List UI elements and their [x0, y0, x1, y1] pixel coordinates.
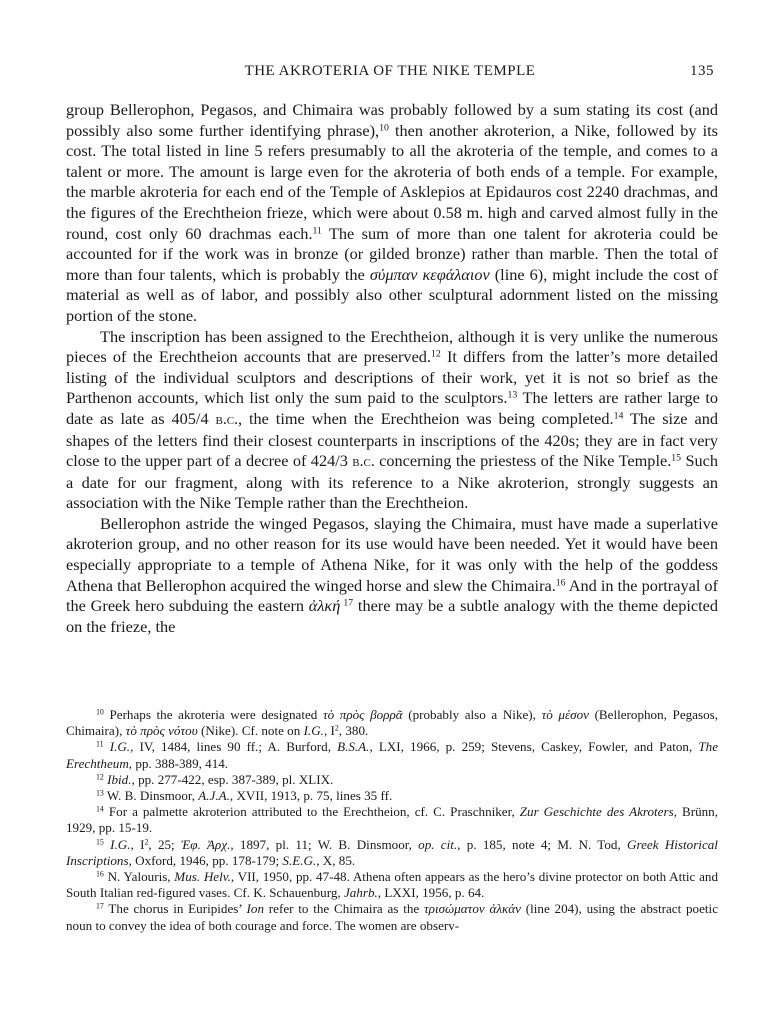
text-run: (line 6), might include the cost of material as well as of labor, and possibly also other sculptural adornment listed on the missing portion of the stone.: [66, 264, 718, 325]
italic-text: S.E.G.: [282, 852, 317, 868]
text-run: , pp. 277-422, esp. 387-389, pl. XLIX.: [131, 771, 334, 787]
italic-text: I.G.: [303, 723, 324, 739]
footnote-ref: 15: [96, 837, 104, 847]
text-run: The inscription has been assigned to the Erechtheion, although it is very unlike the numerous pieces of the Erechtheion accounts that are preserved.: [66, 326, 718, 367]
text-run: The sum of more than one talent for akroteria could be accounted for if the work was in bronze (or gilded bronze) rather than marble. Then the total of more than four talents, which is probably the: [66, 223, 718, 284]
text-run: (Bellerophon, Pegasos, Chimaira),: [66, 707, 718, 739]
italic-text: τὸ πρὸς βορρᾶ: [322, 707, 403, 722]
text-run: , 25;: [148, 836, 181, 852]
footnote-ref: 11: [96, 740, 104, 750]
footnotes: [66, 707, 718, 934]
text-run: , pp. 388-389, 414.: [128, 755, 229, 771]
page-number: 135: [690, 63, 714, 79]
footnote-14: [66, 804, 718, 836]
footnote-ref: 10: [96, 707, 104, 717]
text-run: , 1897, pl. 11; W. B. Dinsmoor,: [230, 836, 419, 852]
footnote-ref: 12: [96, 772, 104, 782]
text-run: (line 204), using the abstract poetic noun to convey the idea of both courage and force. The women are observ-: [66, 901, 719, 933]
footnote-13: [66, 788, 718, 804]
text-run: Such a date for our fragment, along with its reference to a Nike akroterion, strongly suggests an association with the Nike Temple rather than the Erechtheion.: [66, 451, 719, 513]
text-run: The letters are rather large to date as late as 405/4: [66, 388, 719, 428]
text-run: , LXXI, 1956, p. 64.: [377, 885, 485, 901]
text-run: , the time when the Erechtheion was being completed.: [237, 408, 614, 428]
footnote-10: [66, 707, 718, 739]
footnote-15: [66, 837, 718, 869]
text-run: Perhaps the akroteria were designated: [103, 707, 323, 722]
footnote-17: [66, 901, 718, 933]
footnote-ref: 14: [96, 804, 104, 814]
paragraph: [66, 100, 718, 327]
text-run: refer to the Chimaira as the: [264, 901, 424, 917]
footnote-ref: 13: [96, 788, 104, 798]
paragraph: [66, 327, 718, 514]
footnote-ref: 2: [144, 837, 149, 847]
italic-text: op. cit.: [418, 836, 458, 852]
italic-text: ἀλκή: [308, 596, 341, 616]
text-run: It differs from the latter’s more detailed listing of the individual sculptors and descriptions of their work, yet it is not so brief as the Parthenon accounts, which list only the sum paid to the sculptors.: [66, 347, 718, 408]
text-run: The size and shapes of the letters find their closest counterparts in inscriptions of the 420s; they are in fact very close to the upper part of a decree of 424/3: [66, 408, 718, 471]
footnote-ref: 14: [613, 410, 624, 422]
italic-text: τὸ μέσον: [541, 707, 589, 722]
running-header: [66, 63, 714, 87]
text-run: W. B. Dinsmoor,: [103, 788, 199, 804]
text-run: For a palmette akroterion attributed to the Erechtheion, cf. C. Praschniker,: [103, 804, 520, 820]
text-run: , LXI, 1966, p. 259; Stevens, Caskey, Fowler, and Paton,: [369, 739, 699, 755]
footnote-ref: 16: [555, 577, 566, 589]
text-run: , VII, 1950, pp. 47-48. Athena often appears as the hero’s divine protector on both Attic and South Italian red-figured vases. Cf. K. Schauenburg,: [66, 869, 718, 901]
text-run: , I: [130, 836, 145, 852]
text-run: (Nike). Cf. note on: [197, 723, 304, 739]
text-run: concerning the priestess of the Nike Temple.: [374, 451, 672, 471]
text-run: , Brünn, 1929, pp. 15-19.: [66, 804, 718, 836]
italic-text: Ion: [246, 901, 265, 917]
italic-text: Mus. Helv.: [174, 869, 231, 885]
text-run: Bellerophon astride the winged Pegasos, slaying the Chimaira, must have made a superlative akroterion group, and no other reason for its use would have been needed. Yet it would have been especially appropriate to a temple of Athena Nike, for it was only with the help of the goddess Athena that Bellerophon acquired the winged horse and slew the Chimaira.: [66, 513, 718, 595]
footnote-ref: 10: [379, 122, 389, 134]
italic-text: τρισώματον ἀλκάν: [423, 901, 521, 917]
text-run: , IV, 1484, lines 90 ff.; A. Burford,: [130, 739, 338, 755]
italic-text: I.G.: [109, 739, 131, 755]
italic-text: B.S.A.: [337, 739, 370, 755]
footnote-ref: 16: [96, 869, 104, 879]
italic-text: A.J.A.: [198, 788, 230, 804]
footnote-11: [66, 739, 718, 771]
text-run: group Bellerophon, Pegasos, and Chimaira was probably followed by a sum stating its cost (and possibly also some further identifying phrase),: [66, 100, 718, 140]
italic-text: Ibid.: [107, 771, 132, 787]
footnote-16: [66, 869, 718, 901]
footnote-ref: 17: [340, 597, 354, 609]
italic-text: τὸ πρὸς νότου: [125, 723, 198, 739]
italic-text: The Erechtheum: [66, 739, 719, 771]
footnote-ref: 17: [96, 902, 104, 912]
text-run: And in the portrayal of the Greek hero subduing the eastern: [66, 575, 718, 616]
text-run: The chorus in Euripides’: [103, 901, 247, 917]
paragraph: [66, 514, 718, 638]
italic-text: Ἐφ. Ἀρχ.: [180, 836, 231, 852]
small-caps-text: b.c.: [215, 410, 238, 428]
footnote-ref: 2: [334, 723, 339, 733]
text-run: N. Yalouris,: [103, 869, 175, 885]
footnote-ref: 15: [671, 452, 682, 464]
main-text: [66, 100, 718, 637]
footnote-ref: 12: [431, 348, 441, 360]
text-run: , XVII, 1913, p. 75, lines 35 ff.: [229, 788, 393, 804]
footnote-12: [66, 772, 718, 788]
running-title: THE AKROTERIA OF THE NIKE TEMPLE: [244, 63, 536, 79]
italic-text: Jahrb.: [343, 885, 378, 901]
italic-text: I.G.: [110, 836, 131, 852]
italic-text: σύμπαν κεφάλαιον: [369, 264, 490, 284]
footnote-ref: 11: [312, 225, 322, 237]
italic-text: Greek Historical Inscriptions: [66, 836, 718, 868]
italic-text: Zur Geschichte des Akroters: [519, 804, 674, 820]
text-run: , p. 185, note 4; M. N. Tod,: [457, 836, 628, 852]
text-run: (probably also a Nike),: [402, 707, 542, 722]
text-run: , I: [323, 723, 335, 739]
text-run: then another akroterion, a Nike, followed by its cost. The total listed in line 5 refers presumably to all the akroteria of the temple, and comes to a talent or more. The amount is large even for the akroteria of both ends of a temple. For example, the marble akroteria for each end of the Temple of Asklepios at Epidauros cost 2240 drachmas, and the figures of the Erechtheion frieze, which were about 0.58 m. high and carved almost fully in the round, cost only 60 drachmas each.: [66, 120, 718, 243]
text-run: there may be a subtle analogy with the theme depicted on the frieze, the: [66, 596, 718, 636]
small-caps-text: b.c.: [352, 453, 375, 471]
text-run: , Oxford, 1946, pp. 178-179;: [128, 852, 283, 868]
text-run: , X, 85.: [316, 852, 356, 868]
text-run: , 380.: [338, 723, 369, 739]
footnote-ref: 13: [507, 389, 518, 401]
